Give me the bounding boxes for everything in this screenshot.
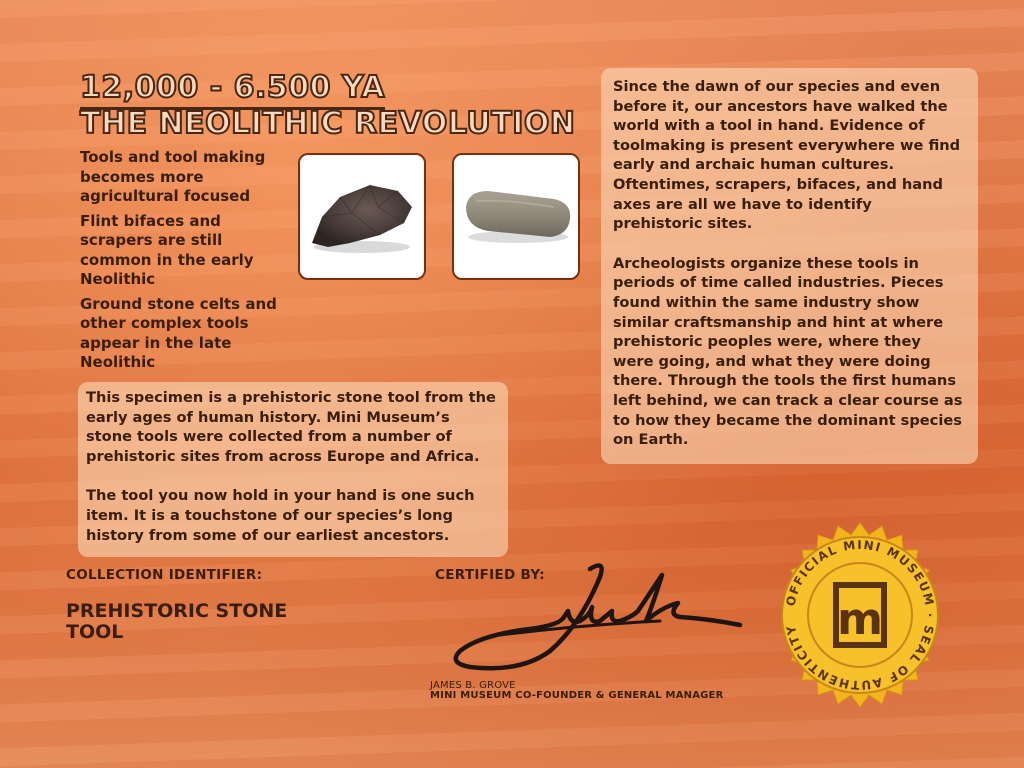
key-point: Ground stone celts and other complex tools appear in the late Neolithic xyxy=(80,294,277,371)
ground-stone-icon xyxy=(454,155,578,278)
specimen-paragraph: The tool you now hold in your hand is one such item. It is a touchstone of our species’s long history from some of our earliest ancestors. xyxy=(86,487,475,544)
signer-title: MINI MUSEUM CO-FOUNDER & GENERAL MANAGER xyxy=(430,690,724,701)
collection-identifier-label: COLLECTION IDENTIFIER: xyxy=(66,567,263,583)
specimen-panel xyxy=(78,382,508,557)
specimen-paragraph: This specimen is a prehistoric stone tool from the early ages of human history. Mini Museum’s stone tools were collected from a number of prehistoric sites from across Europe and Africa. xyxy=(86,389,496,465)
ground-stone-photo xyxy=(452,153,580,280)
seal-of-authenticity-icon xyxy=(765,520,955,710)
title-era: THE NEOLITHIC REVOLUTION xyxy=(80,106,576,141)
collection-identifier-value: PREHISTORIC STONE TOOL xyxy=(66,600,288,643)
history-paragraph: Archeologists organize these tools in periods of time called industries. Pieces found within the same industry show similar craftsmanship and hint at where prehistoric peoples were, where they were going, and what they were doing there. Through the tools the first humans left behind, we can track a clear course as to how they became the dominant species on Earth. xyxy=(613,254,963,449)
title-date-range: 12,000 - 6.500 YA xyxy=(80,70,385,110)
signature-icon xyxy=(440,555,750,680)
history-paragraph: Since the dawn of our species and even before it, our ancestors have walked the world with a tool in hand. Evidence of toolmaking is present everywhere we find early and archaic human cultures. Oftentimes, scrapers, bifaces, and hand axes are all we have to identify prehistoric sites. xyxy=(613,78,961,233)
key-point: Tools and tool making becomes more agricultural focused xyxy=(80,148,266,205)
signer-name: JAMES B. GROVE xyxy=(430,680,516,691)
history-panel xyxy=(601,68,978,464)
key-points-list xyxy=(80,148,295,378)
seal-letter: m xyxy=(837,594,883,645)
flint-biface-icon xyxy=(300,155,424,278)
flint-biface-photo xyxy=(298,153,426,280)
seal-text: OFFICIAL MINI MUSEUM · SEAL OF AUTHENTICITY xyxy=(783,537,938,693)
key-point: Flint bifaces and scrapers are still common in the early Neolithic xyxy=(80,211,254,288)
certified-by-label: CERTIFIED BY: xyxy=(435,567,545,583)
